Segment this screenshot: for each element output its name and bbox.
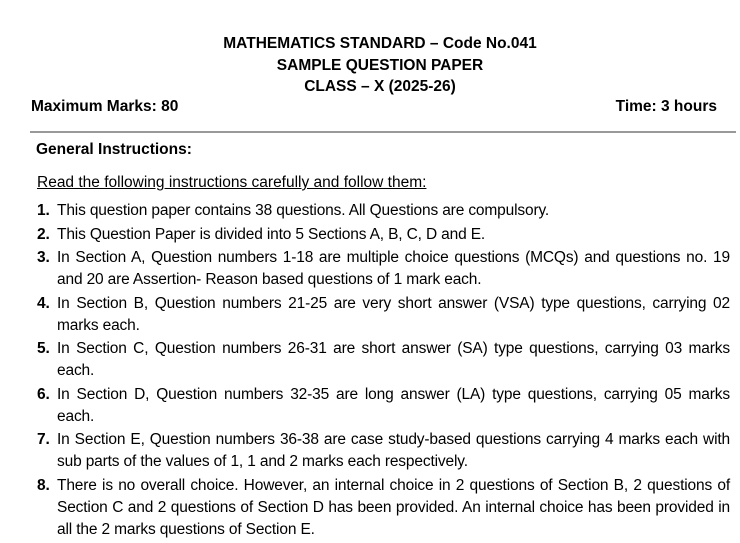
item-text: In Section D, Question numbers 32-35 are long answer (LA) type questions, carrying 05 marks each. — [57, 385, 730, 425]
item-text: In Section C, Question numbers 26-31 are short answer (SA) type questions, carrying 03 marks each. — [57, 340, 730, 379]
instructions-list — [0, 200, 730, 542]
instruction-item — [0, 224, 730, 246]
divider — [30, 131, 736, 133]
instructions-heading: General Instructions: — [36, 141, 192, 158]
item-number: 2. — [37, 225, 50, 243]
instruction-item — [0, 247, 730, 291]
instruction-item — [0, 293, 730, 337]
item-text: In Section B, Question numbers 21-25 are very short answer (VSA) type questions, carrying 02 marks each. — [57, 294, 730, 334]
item-number: 4. — [37, 294, 50, 312]
instruction-item — [0, 475, 730, 541]
item-text: In Section E, Question numbers 36-38 are case study-based questions carrying 4 marks each with sub parts of the values of 1, 1 and 2 marks each respectively. — [57, 431, 730, 470]
maximum-marks: Maximum Marks: 80 — [31, 98, 179, 115]
instruction-item — [0, 384, 730, 428]
time-allowed: Time: 3 hours — [615, 98, 717, 115]
item-text: This Question Paper is divided into 5 Sections A, B, C, D and E. — [57, 225, 486, 243]
paper-subtitle: SAMPLE QUESTION PAPER — [276, 57, 484, 74]
item-number: 3. — [37, 249, 50, 266]
item-text: There is no overall choice. However, an internal choice in 2 questions of Section B, 2 questions of Section C and 2 questions of Section D has been provided. An internal choice has been provided in all the 2 marks questions of Section E. — [57, 476, 730, 538]
item-number: 1. — [37, 202, 50, 219]
paper-class: CLASS – X (2025-26) — [304, 78, 456, 95]
item-number: 6. — [37, 385, 50, 403]
instructions-lead: Read the following instructions carefully and follow them: — [37, 174, 427, 191]
item-number: 8. — [37, 476, 50, 494]
item-text: This question paper contains 38 questions. All Questions are compulsory. — [57, 202, 550, 219]
item-number: 5. — [37, 340, 50, 357]
instruction-item — [0, 338, 730, 382]
item-number: 7. — [37, 431, 50, 448]
instruction-item — [0, 429, 730, 473]
paper-title: MATHEMATICS STANDARD – Code No.041 — [223, 35, 537, 52]
item-text: In Section A, Question numbers 1-18 are multiple choice questions (MCQs) and questions no. 19 and 20 are Assertion- Reason based questions of 1 mark each. — [57, 249, 730, 288]
instruction-item — [0, 200, 730, 222]
